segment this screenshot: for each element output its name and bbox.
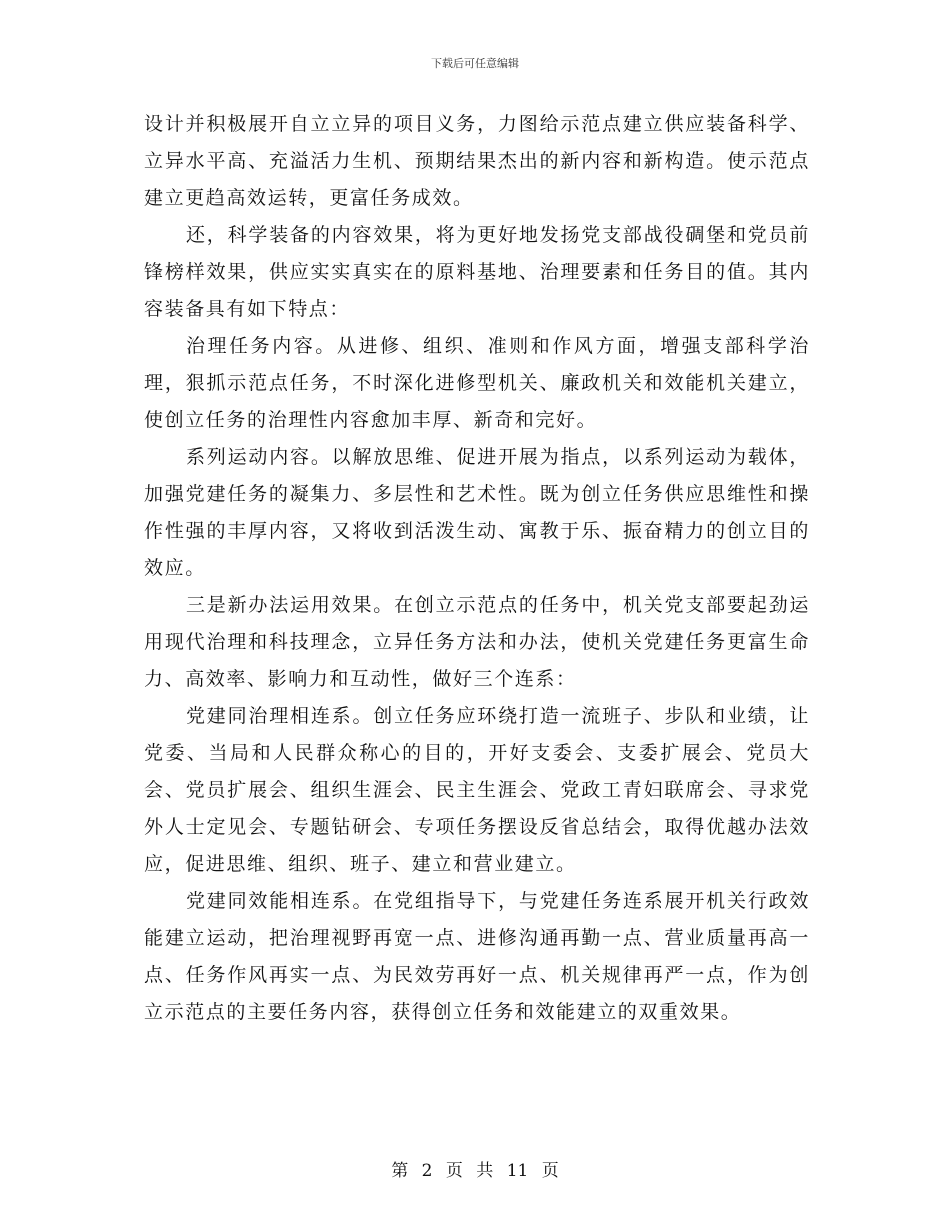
paragraph-6: 党建同治理相连系。创立任务应环绕打造一流班子、步队和业绩，让党委、当局和人民群众称心的目的，开好支委会、支委扩展会、党员大会、党员扩展会、组织生涯会、民主生涯会、党政工青妇联席会、寻求党外人士定见会、专题钻研会、专项任务摆设反省总结会，取得优越办法效应，促进思维、组织、班子、建立和营业建立。 (144, 705, 810, 875)
footer-suffix: 页 (541, 1161, 559, 1181)
footer-prefix: 第 (391, 1161, 409, 1181)
paragraph-5: 三是新办法运用效果。在创立示范点的任务中，机关党支部要起劲运用现代治理和科技理念，立异任务方法和办法，使机关党建任务更富生命力、高效率、影响力和互动性，做好三个连系： (144, 594, 810, 690)
paragraph-3: 治理任务内容。从进修、组织、准则和作风方面，增强支部科学治理，狠抓示范点任务，不时深化进修型机关、廉政机关和效能机关建立，使创立任务的治理性内容愈加丰厚、新奇和完好。 (144, 335, 810, 431)
document-body (144, 106, 810, 1031)
page-header-note: 下载后可任意编辑 (431, 57, 519, 70)
paragraph-4: 系列运动内容。以解放思维、促进开展为指点，以系列运动为载体，加强党建任务的凝集力、多层性和艺术性。既为创立任务供应思维性和操作性强的丰厚内容，又将收到活泼生动、寓教于乐、振奋精力的创立目的效应。 (144, 446, 810, 579)
footer-page-word: 页 (445, 1161, 463, 1181)
footer-total-label: 共 (476, 1161, 494, 1181)
paragraph-1: 设计并积极展开自立立异的项目义务，力图给示范点建立供应装备科学、立异水平高、充溢活力生机、预期结果杰出的新内容和新构造。使示范点建立更趋高效运转，更富任务成效。 (144, 113, 810, 209)
footer-current-page: 2 (421, 1161, 433, 1181)
paragraph-2: 还，科学装备的内容效果，将为更好地发扬党支部战役碉堡和党员前锋榜样效果，供应实实真实在的原料基地、治理要素和任务目的值。其内容装备具有如下特点： (144, 224, 810, 320)
paragraph-7: 党建同效能相连系。在党组指导下，与党建任务连系展开机关行政效能建立运动，把治理视野再宽一点、进修沟通再勤一点、营业质量再高一点、任务作风再实一点、为民效劳再好一点、机关规律再严一点，作为创立示范点的主要任务内容，获得创立任务和效能建立的双重效果。 (144, 890, 810, 1023)
footer-total-pages: 11 (506, 1161, 529, 1181)
page-number-footer (0, 1156, 950, 1181)
